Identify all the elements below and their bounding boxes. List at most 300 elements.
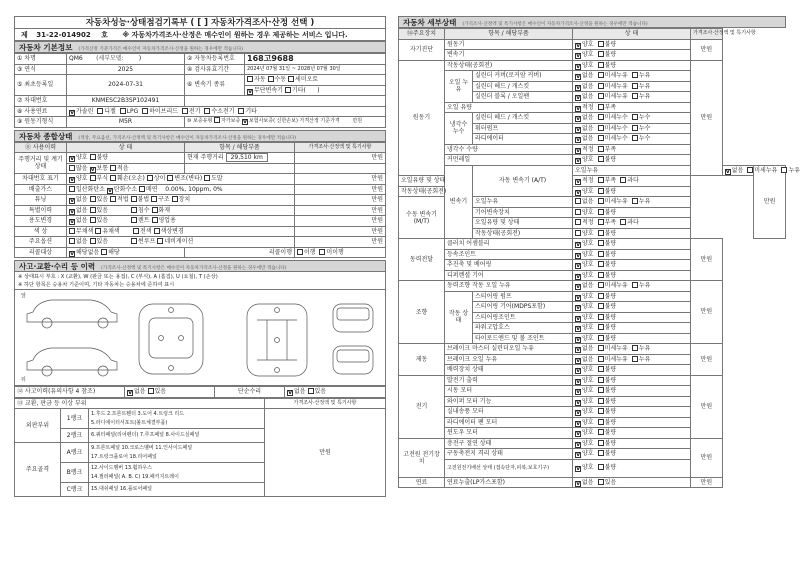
state-opts: [573, 186, 691, 197]
checkbox[interactable]: [598, 41, 604, 47]
checkbox[interactable]: [598, 293, 604, 299]
checkbox-checked[interactable]: V: [242, 119, 248, 125]
option-label: 양호: [582, 376, 594, 384]
checkbox[interactable]: [598, 419, 604, 425]
checkbox-checked[interactable]: V: [70, 109, 75, 116]
exchange-price-header: 가격조사·산정액 및 특기사항: [265, 398, 386, 409]
mileage-level-opts: 많음 V 보통 적음: [67, 163, 185, 174]
state-opts: [573, 291, 691, 302]
checkbox[interactable]: [575, 219, 581, 225]
recall-done-opts: 이행 미이행: [295, 247, 386, 258]
checkbox[interactable]: [632, 83, 638, 89]
checkbox-checked[interactable]: V: [576, 126, 581, 133]
vin-value: KNMESC2B3SP102491: [67, 96, 185, 107]
option-label: 양호: [582, 387, 594, 394]
car-diagram-area: [14, 290, 386, 386]
checkbox[interactable]: [598, 440, 604, 446]
detail-row: [399, 477, 786, 488]
checkbox[interactable]: [598, 83, 604, 89]
parts-cell: 9.프론트패널 10.크로스멤버 11.인사이드패널 17.트렁크플로어 18.리어패널: [89, 443, 265, 463]
first-reg-value: 2024-07-31: [67, 75, 185, 96]
checkbox[interactable]: [297, 249, 303, 255]
detail-row: [399, 60, 786, 71]
checkbox[interactable]: [131, 196, 137, 202]
checkbox[interactable]: [110, 165, 116, 171]
checkbox[interactable]: [598, 188, 604, 194]
item-label: 시동 모터: [445, 386, 573, 397]
item-label: 라디에이터 팬 모터: [445, 417, 573, 428]
inspection-validity-label: ④ 검사유효기간: [185, 64, 245, 75]
checkbox[interactable]: [598, 93, 604, 99]
checkbox[interactable]: [69, 165, 75, 171]
price-unit: 만원: [691, 438, 723, 477]
row-label: 주행거리 및 계기상태: [15, 153, 67, 174]
checkbox[interactable]: [101, 249, 107, 255]
checkbox-checked[interactable]: V: [576, 105, 581, 112]
checkbox[interactable]: [152, 207, 158, 213]
detail-row: [399, 417, 786, 428]
fuel-opts: V 가솔린 디젤 LPG 하이브리드 전기 수소전기 기타: [67, 106, 386, 117]
checkbox-checked[interactable]: V: [576, 466, 581, 473]
checkbox[interactable]: [598, 114, 604, 120]
rank-label: 2랭크: [61, 429, 89, 443]
option-label: 양호: [582, 397, 594, 405]
option-label: 양호: [582, 240, 594, 247]
inspection-validity-value: 2024년 07월 31일 ~ 2028년 07월 30일: [245, 64, 386, 75]
checkbox-checked[interactable]: V: [70, 198, 75, 204]
checkbox[interactable]: [182, 108, 188, 114]
checkbox[interactable]: [632, 198, 638, 204]
option-label: 불량: [604, 51, 617, 58]
checkbox[interactable]: [598, 356, 604, 362]
checkbox[interactable]: [214, 117, 220, 123]
group-label: 변속기: [445, 165, 473, 239]
checkbox-checked[interactable]: V: [576, 84, 581, 91]
rank-label: 1랭크: [61, 409, 89, 429]
checkbox[interactable]: [632, 72, 638, 78]
checkbox-checked[interactable]: V: [90, 166, 95, 173]
checkbox-checked[interactable]: V: [576, 305, 581, 311]
option-label: 불량: [604, 429, 617, 436]
checkbox-checked[interactable]: V: [576, 410, 581, 416]
item-label: 라디에이터: [473, 134, 573, 145]
checkbox[interactable]: [598, 314, 604, 320]
checkbox[interactable]: [598, 408, 604, 414]
option-label: 양호: [582, 208, 594, 216]
checkbox[interactable]: [90, 207, 96, 213]
checkbox-checked[interactable]: V: [576, 95, 581, 101]
checkbox-checked[interactable]: V: [576, 389, 581, 395]
price-unit: 만원: [691, 477, 723, 488]
checkbox-checked[interactable]: V: [70, 250, 75, 257]
checkbox[interactable]: [598, 398, 604, 404]
checkbox[interactable]: [598, 324, 604, 330]
option-label: 불량: [604, 250, 617, 258]
checkbox[interactable]: [598, 387, 604, 393]
emission-opts: 일산화탄소 V 탄화수소 매연 0.00%, 10ppm, 0%: [67, 184, 295, 195]
checkbox[interactable]: [781, 167, 787, 173]
checkbox[interactable]: [120, 108, 126, 114]
legend-line: ※ 하단 항목은 승용차 기준이며, 기타 자동차는 승용차에 준하여 표시: [18, 282, 175, 288]
checkbox[interactable]: [110, 196, 116, 202]
warranty-opts: ⑩ 보증유형 자가보증 V 보험사보증( 신한손보) 가격산정 기준가격 만원: [185, 117, 386, 128]
col-header: 항목 / 해당부품: [445, 29, 573, 40]
checkbox[interactable]: [154, 228, 160, 234]
checkbox-checked[interactable]: V: [576, 189, 581, 196]
option-label: 부족: [604, 103, 617, 111]
checkbox[interactable]: [131, 217, 137, 223]
checkbox[interactable]: [598, 51, 604, 57]
checkbox-checked[interactable]: V: [576, 53, 581, 59]
checkbox-checked[interactable]: V: [576, 63, 581, 70]
checkbox-checked[interactable]: V: [576, 378, 581, 385]
checkbox[interactable]: [598, 125, 604, 131]
checkbox[interactable]: [167, 175, 173, 181]
car-name-value: QM6 (세부모델: ): [67, 54, 185, 65]
detail-row: [399, 239, 786, 250]
checkbox-checked[interactable]: V: [576, 273, 581, 280]
checkbox-checked[interactable]: V: [70, 156, 75, 162]
state-opts: [573, 228, 691, 239]
subgroup-label: 냉각수 누수: [445, 113, 473, 145]
checkbox[interactable]: [131, 238, 137, 244]
detail-row: [399, 50, 786, 61]
unit-cell: 만원: [295, 195, 386, 206]
checkbox[interactable]: [632, 345, 638, 351]
item-label: 작동상태(공회전): [473, 228, 573, 239]
checkbox-checked[interactable]: V: [70, 219, 75, 225]
accident-legend: [14, 272, 386, 290]
option-label: 없음: [582, 355, 594, 363]
row-label: 리콜대상: [15, 247, 67, 258]
checkbox[interactable]: [598, 335, 604, 341]
option-label: 불량: [604, 464, 617, 472]
detail-row: [399, 249, 786, 260]
option-label: 불량: [604, 334, 617, 342]
form-title: 자동차성능·상태점검기록부 ( [ ] 자동차가격조사·산정 선택 ): [14, 16, 386, 28]
checkbox[interactable]: [598, 146, 604, 152]
checkbox[interactable]: [632, 135, 638, 141]
col-header: 가격조사·산정액 및 특기사항: [295, 142, 386, 153]
checkbox[interactable]: [598, 377, 604, 383]
checkbox-checked[interactable]: V: [576, 336, 581, 343]
item-label: 오일누유: [573, 165, 691, 176]
item-label: 브레이크 오일 누유: [445, 354, 573, 365]
checkbox[interactable]: [131, 207, 137, 213]
state-opts: [573, 260, 691, 271]
option-label: 양호: [582, 51, 594, 58]
option-label: 적정: [582, 145, 594, 153]
checkbox[interactable]: [148, 388, 154, 394]
tuning-opts: V 없음 있음 적법 불법 구조 장치: [67, 195, 295, 206]
checkbox[interactable]: [632, 114, 638, 120]
checkbox[interactable]: [632, 93, 638, 99]
checkbox-checked[interactable]: V: [576, 357, 581, 364]
checkbox[interactable]: [598, 366, 604, 372]
state-opts: [573, 113, 691, 124]
option-label: 양호: [582, 313, 594, 321]
checkbox[interactable]: [285, 87, 291, 93]
option-label: 없음: [582, 82, 594, 90]
checkbox-checked[interactable]: V: [576, 116, 581, 122]
detail-row: [399, 386, 786, 397]
checkbox-checked[interactable]: V: [576, 147, 581, 154]
unit-cell: 만원: [295, 184, 386, 195]
option-label: 누수: [638, 135, 651, 142]
option-label: 불량: [604, 397, 617, 405]
checkbox[interactable]: [598, 303, 604, 309]
col-header: ⑪ 사용이력: [15, 142, 67, 153]
checkbox[interactable]: [620, 219, 626, 225]
checkbox-checked[interactable]: V: [576, 368, 581, 374]
checkbox[interactable]: [632, 125, 638, 131]
option-label: 양호: [582, 61, 594, 69]
checkbox-checked[interactable]: V: [576, 347, 581, 353]
checkbox[interactable]: [90, 238, 96, 244]
state-opts: [573, 207, 691, 218]
accident-opts: V 없음 있음: [125, 387, 215, 398]
checkbox-checked[interactable]: V: [576, 399, 581, 406]
checkbox[interactable]: [598, 177, 604, 183]
detail-row: [399, 459, 786, 477]
state-opts: [573, 428, 691, 439]
option-label: 누유: [638, 72, 651, 79]
checkbox-checked[interactable]: V: [70, 177, 75, 183]
checkbox[interactable]: [90, 175, 96, 181]
detail-state-header: 자동차 세부상태 (가격조사·산정액 및 특기사항은 매수인이 자동차가격조사·산정을 원하는 경우에만 적습니다): [398, 16, 786, 28]
item-label: 작동상태(공회전): [445, 60, 573, 71]
checkbox[interactable]: [133, 228, 139, 234]
option-label: 불량: [604, 208, 617, 216]
item-label: 실린더 커버(로커암 커버): [473, 71, 573, 82]
col-header: 가격조사·산정액 및 특기사항: [691, 29, 723, 40]
state-opts: [573, 81, 691, 92]
checkbox-checked[interactable]: V: [576, 284, 581, 290]
checkbox[interactable]: [632, 282, 638, 288]
option-label: 양호: [582, 418, 594, 426]
option-label: 불량: [604, 187, 617, 195]
option-label: 부족: [604, 145, 617, 153]
car-outline-diagrams: [15, 290, 385, 386]
unit-cell: 만원: [295, 174, 386, 185]
usage-change-opts: V 없음 있음 렌트 영업용: [67, 216, 295, 227]
checkbox[interactable]: [69, 238, 75, 244]
option-label: 양호: [582, 187, 594, 195]
checkbox[interactable]: [598, 429, 604, 435]
checkbox-checked[interactable]: V: [576, 441, 581, 448]
price-unit: 만원: [691, 60, 723, 176]
checkbox-checked[interactable]: V: [576, 452, 581, 458]
checkbox[interactable]: [598, 450, 604, 456]
option-label: 불량: [604, 324, 617, 331]
checkbox[interactable]: [204, 108, 210, 114]
price-unit: 만원: [691, 344, 723, 376]
checkbox[interactable]: [308, 388, 314, 394]
checkbox[interactable]: [319, 249, 325, 255]
price-unit: 만원: [691, 39, 723, 60]
checkbox-checked[interactable]: V: [576, 179, 581, 185]
option-label: 누유: [638, 82, 651, 90]
item-label: 고전원전기배선 상태 (접속단자,피복,보호기구): [445, 459, 573, 477]
checkbox-checked[interactable]: V: [576, 326, 581, 332]
checkbox[interactable]: [152, 217, 158, 223]
option-label: 불량: [604, 376, 617, 384]
checkbox[interactable]: [598, 230, 604, 236]
option-label: 불량: [604, 303, 617, 310]
option-label: 없음: [582, 345, 594, 352]
option-label: 누유: [638, 345, 651, 352]
checkbox-checked[interactable]: V: [576, 137, 581, 143]
checkbox-checked[interactable]: V: [288, 390, 293, 396]
checkbox[interactable]: [95, 228, 101, 234]
option-label: 부족: [604, 219, 617, 226]
item-label: 연료누출(LP가스포함): [445, 477, 573, 488]
checkbox-checked[interactable]: V: [576, 431, 581, 437]
checkbox[interactable]: [598, 62, 604, 68]
item-label: 스티어링조인트: [473, 312, 573, 323]
option-label: 양호: [582, 292, 594, 300]
option-label: 미세누유: [604, 82, 628, 90]
checkbox[interactable]: [247, 76, 253, 82]
state-opts: [573, 459, 691, 477]
checkbox[interactable]: [575, 230, 581, 236]
options-opts: 없음 있음 썬루프 네비게이션: [67, 237, 295, 248]
checkbox[interactable]: [632, 356, 638, 362]
state-opts: [573, 71, 691, 82]
checkbox[interactable]: [598, 479, 604, 485]
detail-row: [399, 113, 786, 124]
item-label: 윈도우 모터: [445, 428, 573, 439]
checkbox[interactable]: [204, 175, 210, 181]
checkbox-checked[interactable]: V: [576, 315, 581, 322]
state-opts: [573, 270, 691, 281]
checkbox[interactable]: [147, 175, 153, 181]
state-opts: [573, 50, 691, 61]
checkbox[interactable]: [172, 196, 178, 202]
checkbox[interactable]: [575, 209, 581, 215]
checkbox-checked[interactable]: V: [107, 187, 113, 194]
checkbox[interactable]: [238, 108, 244, 114]
option-label: 양호: [582, 464, 594, 472]
checkbox[interactable]: [620, 177, 626, 183]
state-opts: [573, 386, 691, 397]
state-opts: [573, 123, 691, 134]
checkbox[interactable]: [598, 135, 604, 141]
checkbox-checked[interactable]: V: [576, 242, 581, 248]
front-label: 앞: [21, 293, 26, 299]
checkbox[interactable]: [268, 76, 274, 82]
checkbox-checked[interactable]: V: [576, 252, 581, 259]
checkbox[interactable]: [575, 198, 581, 204]
checkbox-checked[interactable]: V: [576, 420, 581, 427]
checkbox[interactable]: [598, 104, 604, 110]
option-label: 누유: [638, 198, 651, 205]
state-opts: [573, 249, 691, 260]
parts-cell: 15.대쉬패널 16.플로어패널: [89, 483, 265, 497]
state-opts: [573, 302, 691, 313]
state-opts: [573, 396, 691, 407]
state-opts: [722, 165, 801, 176]
special-history-opts: V 없음 있음 침수 화재: [67, 205, 295, 216]
checkbox-checked[interactable]: V: [576, 480, 581, 487]
checkbox[interactable]: [157, 238, 163, 244]
state-opts: [573, 176, 691, 187]
option-label: 미세누유: [604, 355, 628, 363]
item-label: 발전기 출력: [445, 375, 573, 386]
row-label: 용도변경: [15, 216, 67, 227]
checkbox[interactable]: [288, 76, 294, 82]
checkbox[interactable]: [598, 464, 604, 470]
checkbox[interactable]: [598, 219, 604, 225]
checkbox[interactable]: [598, 272, 604, 278]
detail-row: [399, 155, 786, 166]
checkbox[interactable]: [598, 72, 604, 78]
checkbox[interactable]: [139, 186, 145, 192]
checkbox-checked[interactable]: V: [576, 294, 581, 301]
state-opts: [573, 155, 691, 166]
parts-cell: 1.후드 2.프론트휀더 3.도어 4.트렁크 리드 5.라디에이터서포트(볼트체결부품): [89, 409, 265, 429]
checkbox-checked[interactable]: V: [576, 74, 581, 80]
vin-mark-opts: V 양호 부식 훼손(오손) 상이 변조(변타) 도말: [67, 174, 295, 185]
unit-cell: 만원: [295, 237, 386, 248]
checkbox[interactable]: [598, 198, 604, 204]
checkbox[interactable]: [151, 196, 157, 202]
item-label: 추진축 및 베어링: [445, 260, 573, 271]
checkbox[interactable]: [598, 251, 604, 257]
row-label: 주요옵션: [15, 237, 67, 248]
checkbox[interactable]: [69, 186, 75, 192]
checkbox[interactable]: [90, 196, 96, 202]
option-label: 양호: [582, 40, 594, 48]
detail-row: [399, 396, 786, 407]
option-label: 없음: [582, 478, 594, 486]
price-unit: 만원: [754, 165, 786, 239]
checkbox[interactable]: [598, 240, 604, 246]
price-unit: 만원: [691, 239, 723, 281]
checkbox[interactable]: [598, 209, 604, 215]
option-label: 없음: [582, 114, 594, 121]
option-label: 양호: [582, 156, 594, 163]
unit-cell: 만원: [295, 153, 386, 164]
checkbox-checked[interactable]: V: [70, 208, 75, 215]
checkbox[interactable]: [69, 228, 75, 234]
checkbox-checked[interactable]: V: [576, 263, 581, 269]
row-label: 색 상: [15, 226, 67, 237]
checkbox-checked[interactable]: V: [248, 88, 253, 95]
checkbox-checked[interactable]: V: [576, 158, 581, 164]
checkbox-checked[interactable]: V: [725, 168, 730, 175]
option-label: 미세누수: [604, 124, 628, 132]
checkbox[interactable]: [598, 345, 604, 351]
checkbox[interactable]: [90, 154, 96, 160]
detail-row: [399, 375, 786, 386]
checkbox[interactable]: [142, 108, 148, 114]
checkbox-checked[interactable]: V: [128, 390, 133, 396]
checkbox[interactable]: [90, 217, 96, 223]
checkbox[interactable]: [598, 282, 604, 288]
checkbox[interactable]: [598, 156, 604, 162]
checkbox[interactable]: [97, 108, 103, 114]
checkbox[interactable]: [110, 175, 116, 181]
checkbox[interactable]: [747, 167, 753, 173]
checkbox-checked[interactable]: V: [576, 42, 581, 49]
checkbox[interactable]: [598, 261, 604, 267]
group-label: 원동기: [399, 60, 445, 176]
option-label: 양호: [582, 366, 594, 373]
subgroup-label: 자동 변속기 (A/T): [473, 165, 573, 197]
mileage-opts: V 양호 불량: [67, 153, 185, 164]
item-label: 오일 유량: [445, 102, 573, 113]
